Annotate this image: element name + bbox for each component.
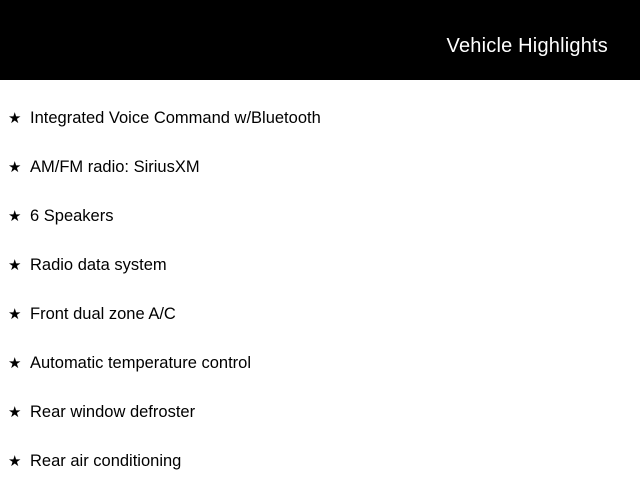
list-item xyxy=(0,94,640,143)
list-item-label: Rear window defroster xyxy=(30,403,196,421)
star-bullet-icon: ★ xyxy=(8,159,22,176)
star-bullet-icon: ★ xyxy=(8,355,22,372)
star-bullet-icon: ★ xyxy=(8,404,22,421)
list-item xyxy=(0,388,640,437)
list-item xyxy=(0,290,640,339)
star-bullet-icon: ★ xyxy=(8,453,22,470)
list-item xyxy=(0,143,640,192)
star-bullet-icon: ★ xyxy=(8,306,22,323)
star-bullet-icon: ★ xyxy=(8,208,22,225)
list-item xyxy=(0,437,640,486)
list-item-label: Automatic temperature control xyxy=(30,354,252,372)
page-title: Vehicle Highlights xyxy=(446,35,608,57)
page-header xyxy=(0,0,640,80)
list-item-label: Front dual zone A/C xyxy=(30,305,176,323)
list-item xyxy=(0,192,640,241)
star-bullet-icon: ★ xyxy=(8,110,22,127)
highlights-list xyxy=(0,80,640,486)
list-item-label: Radio data system xyxy=(30,256,167,274)
list-item-label: Rear air conditioning xyxy=(30,452,182,470)
list-item-label: 6 Speakers xyxy=(30,207,114,225)
list-item-label: Integrated Voice Command w/Bluetooth xyxy=(30,109,321,127)
list-item xyxy=(0,241,640,290)
list-item-label: AM/FM radio: SiriusXM xyxy=(30,158,200,176)
list-item xyxy=(0,339,640,388)
star-bullet-icon: ★ xyxy=(8,257,22,274)
